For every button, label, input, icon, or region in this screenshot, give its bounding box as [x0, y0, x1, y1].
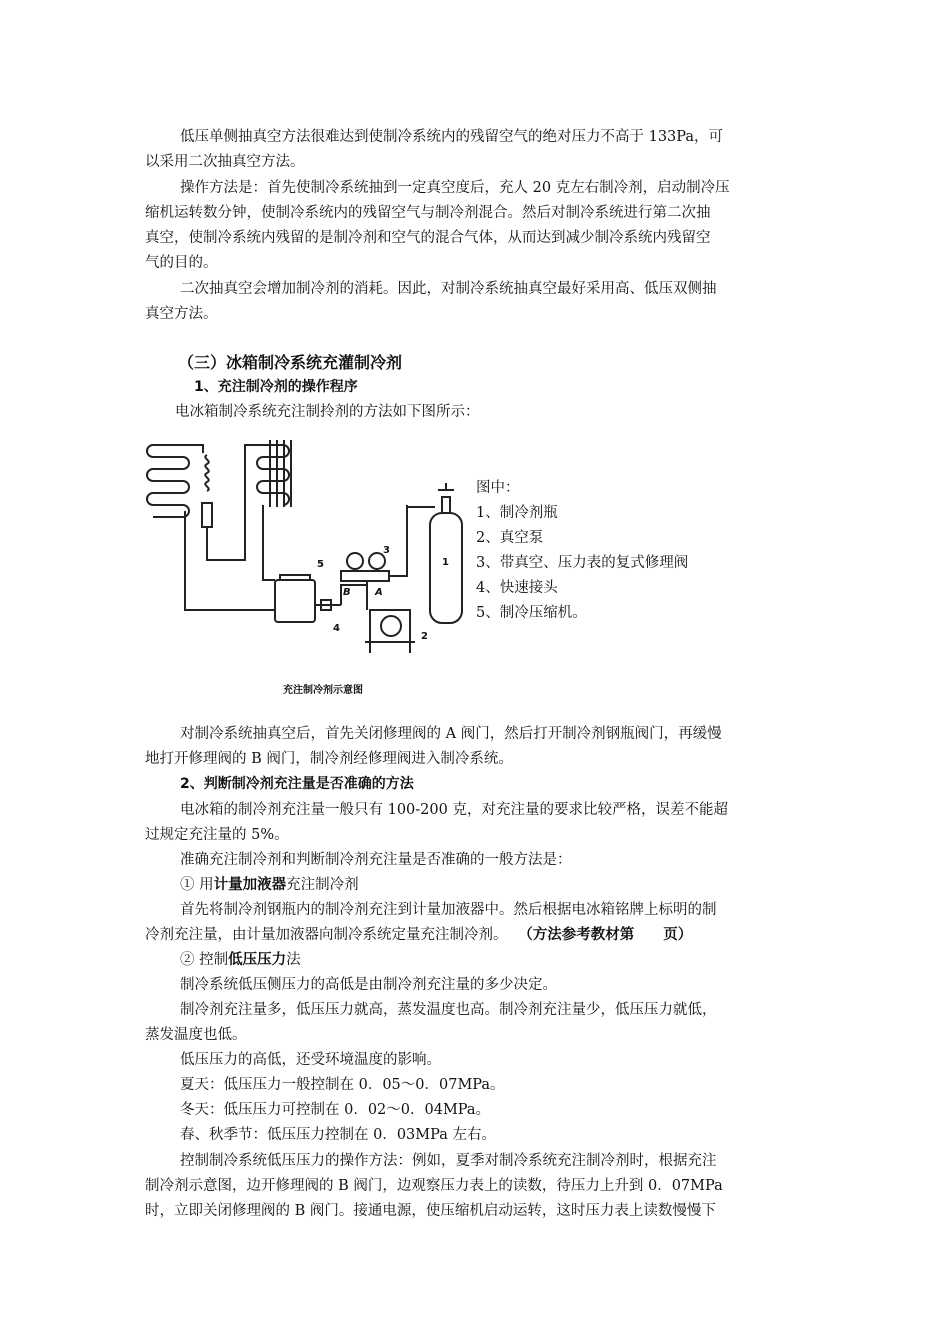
legend-item-2: 2、真空泵 — [476, 530, 544, 546]
evaporator-coil — [147, 445, 189, 517]
subsection-heading-2: 2、判断制冷剂充注量是否准确的方法 — [180, 776, 414, 792]
label-1: 1 — [442, 557, 449, 568]
method-2-prefix: ② 控制 — [180, 952, 229, 968]
label-A: A — [375, 587, 383, 598]
method-2-suffix: 法 — [286, 952, 301, 968]
intro-p1-line1: 低压单侧抽真空方法很难达到使制冷系统内的残留空气的绝对压力不高于 133Pa，可 — [180, 129, 724, 145]
figure-lead-text: 电冰箱制冷系统充注制拎剂的方法如下图所示： — [175, 404, 480, 420]
legend-item-1: 1、制冷剂瓶 — [476, 505, 558, 521]
method-2-p3: 低压压力的高低，还受环境温度的影响。 — [180, 1052, 441, 1068]
method-2-p2-line2: 蒸发温度也低。 — [145, 1027, 247, 1043]
compressor — [275, 580, 315, 622]
label-3: 3 — [383, 545, 390, 556]
intro-p2-line2: 缩机运转数分钟，使制冷系统内的残留空气与制冷剂混合。然后对制冷系统进行第二次抽 — [145, 205, 711, 221]
legend-item-5: 5、制冷压缩机。 — [476, 605, 587, 621]
s2-p1-line2: 过规定充注量的 5%。 — [145, 827, 289, 843]
label-2: 2 — [421, 631, 428, 642]
winter-pressure: 冬天：低压压力可控制在 0．02～0．04MPa。 — [180, 1102, 491, 1118]
method-2-p2-line1: 制冷剂充注量多，低压压力就高，蒸发温度也高。制冷剂充注量少，低压压力就低， — [180, 1002, 717, 1018]
operation-line3: 时，立即关闭修理阀的 B 阀门。接通电源，使压缩机启动运转，这时压力表上读数慢慢下 — [145, 1203, 716, 1219]
method-1-suffix: 充注制冷剂 — [286, 877, 359, 893]
method-1-line1: 首先将制冷剂钢瓶内的制冷剂充注到计量加液器中。然后根据电冰箱铭牌上标明的制 — [180, 902, 717, 918]
refrigerant-charging-diagram — [145, 435, 475, 705]
legend-item-4: 4、快速接头 — [476, 580, 558, 596]
after-figure-line2: 地打开修理阀的 B 阀门，制冷剂经修理阀进入制冷系统。 — [145, 751, 513, 767]
method-1-prefix: ① 用 — [180, 877, 214, 893]
intro-p3-line2: 真空方法。 — [145, 306, 218, 322]
vacuum-pump — [370, 610, 410, 642]
label-4: 4 — [333, 623, 340, 634]
refrigerant-cylinder — [430, 513, 462, 623]
method-2-p1: 制冷系统低压侧压力的高低是由制冷剂充注量的多少决定。 — [180, 977, 557, 993]
figure-caption: 充注制冷剂示意图 — [283, 685, 363, 696]
s2-p1-line1: 电冰箱的制冷剂充注量一般只有 100-200 克，对充注量的要求比较严格，误差不能超 — [180, 802, 728, 818]
legend-title: 图中： — [476, 480, 520, 496]
label-5: 5 — [317, 559, 324, 570]
operation-line2: 制冷剂示意图，边开修理阀的 B 阀门，边观察压力表上的读数，待压力上升到 0．07MPa — [145, 1178, 723, 1194]
gauge-left — [347, 553, 363, 569]
legend-item-3: 3、带真空、压力表的复式修理阀 — [476, 555, 689, 571]
label-B: B — [343, 587, 351, 598]
intro-p2-line4: 气的目的。 — [145, 255, 218, 271]
intro-p2-line3: 真空，使制冷系统内残留的是制冷剂和空气的混合气体，从而达到减少制冷系统内残留空 — [145, 230, 711, 246]
subsection-heading-1: 1、充注制冷剂的操作程序 — [194, 379, 358, 395]
section-heading: （三）冰箱制冷系统充灌制冷剂 — [178, 353, 403, 372]
method-1-line2 — [145, 923, 692, 948]
manifold-body — [341, 571, 389, 581]
intro-p3-line1: 二次抽真空会增加制冷剂的消耗。因此，对制冷系统抽真空最好采用高、低压双侧抽 — [180, 281, 717, 297]
method-1-reference: （方法参考教材第 页） — [525, 927, 693, 943]
operation-line1: 控制制冷系统低压压力的操作方法：例如，夏季对制冷系统充注制冷剂时，根据充注 — [180, 1153, 717, 1169]
capillary-spring — [205, 455, 208, 491]
summer-pressure: 夏天：低压压力一般控制在 0．05～0．07MPa。 — [180, 1077, 505, 1093]
spring-autumn-pressure: 春、秋季节：低压压力控制在 0．03MPa 左右。 — [180, 1127, 496, 1143]
method-1-bold: 计量加液器 — [213, 877, 287, 893]
filter-drier — [202, 503, 212, 527]
method-2-title — [180, 948, 301, 973]
method-1-line2-text: 冷剂充注量，由计量加液器向制冷系统定量充注制冷剂。 — [145, 927, 508, 943]
method-2-bold: 低压压力 — [228, 952, 287, 968]
after-figure-line1: 对制冷系统抽真空后，首先关闭修理阀的 A 阀门，然后打开制冷剂钢瓶阀门，再缓慢 — [180, 726, 722, 742]
method-1-title — [180, 873, 359, 898]
s2-p2: 准确充注制冷剂和判断制冷剂充注量是否准确的一般方法是： — [180, 852, 572, 868]
intro-p2-line1: 操作方法是：首先使制冷系统抽到一定真空度后，充人 20 克左右制冷剂，启动制冷压 — [180, 180, 730, 196]
intro-p1-line2: 以采用二次抽真空方法。 — [145, 154, 305, 170]
